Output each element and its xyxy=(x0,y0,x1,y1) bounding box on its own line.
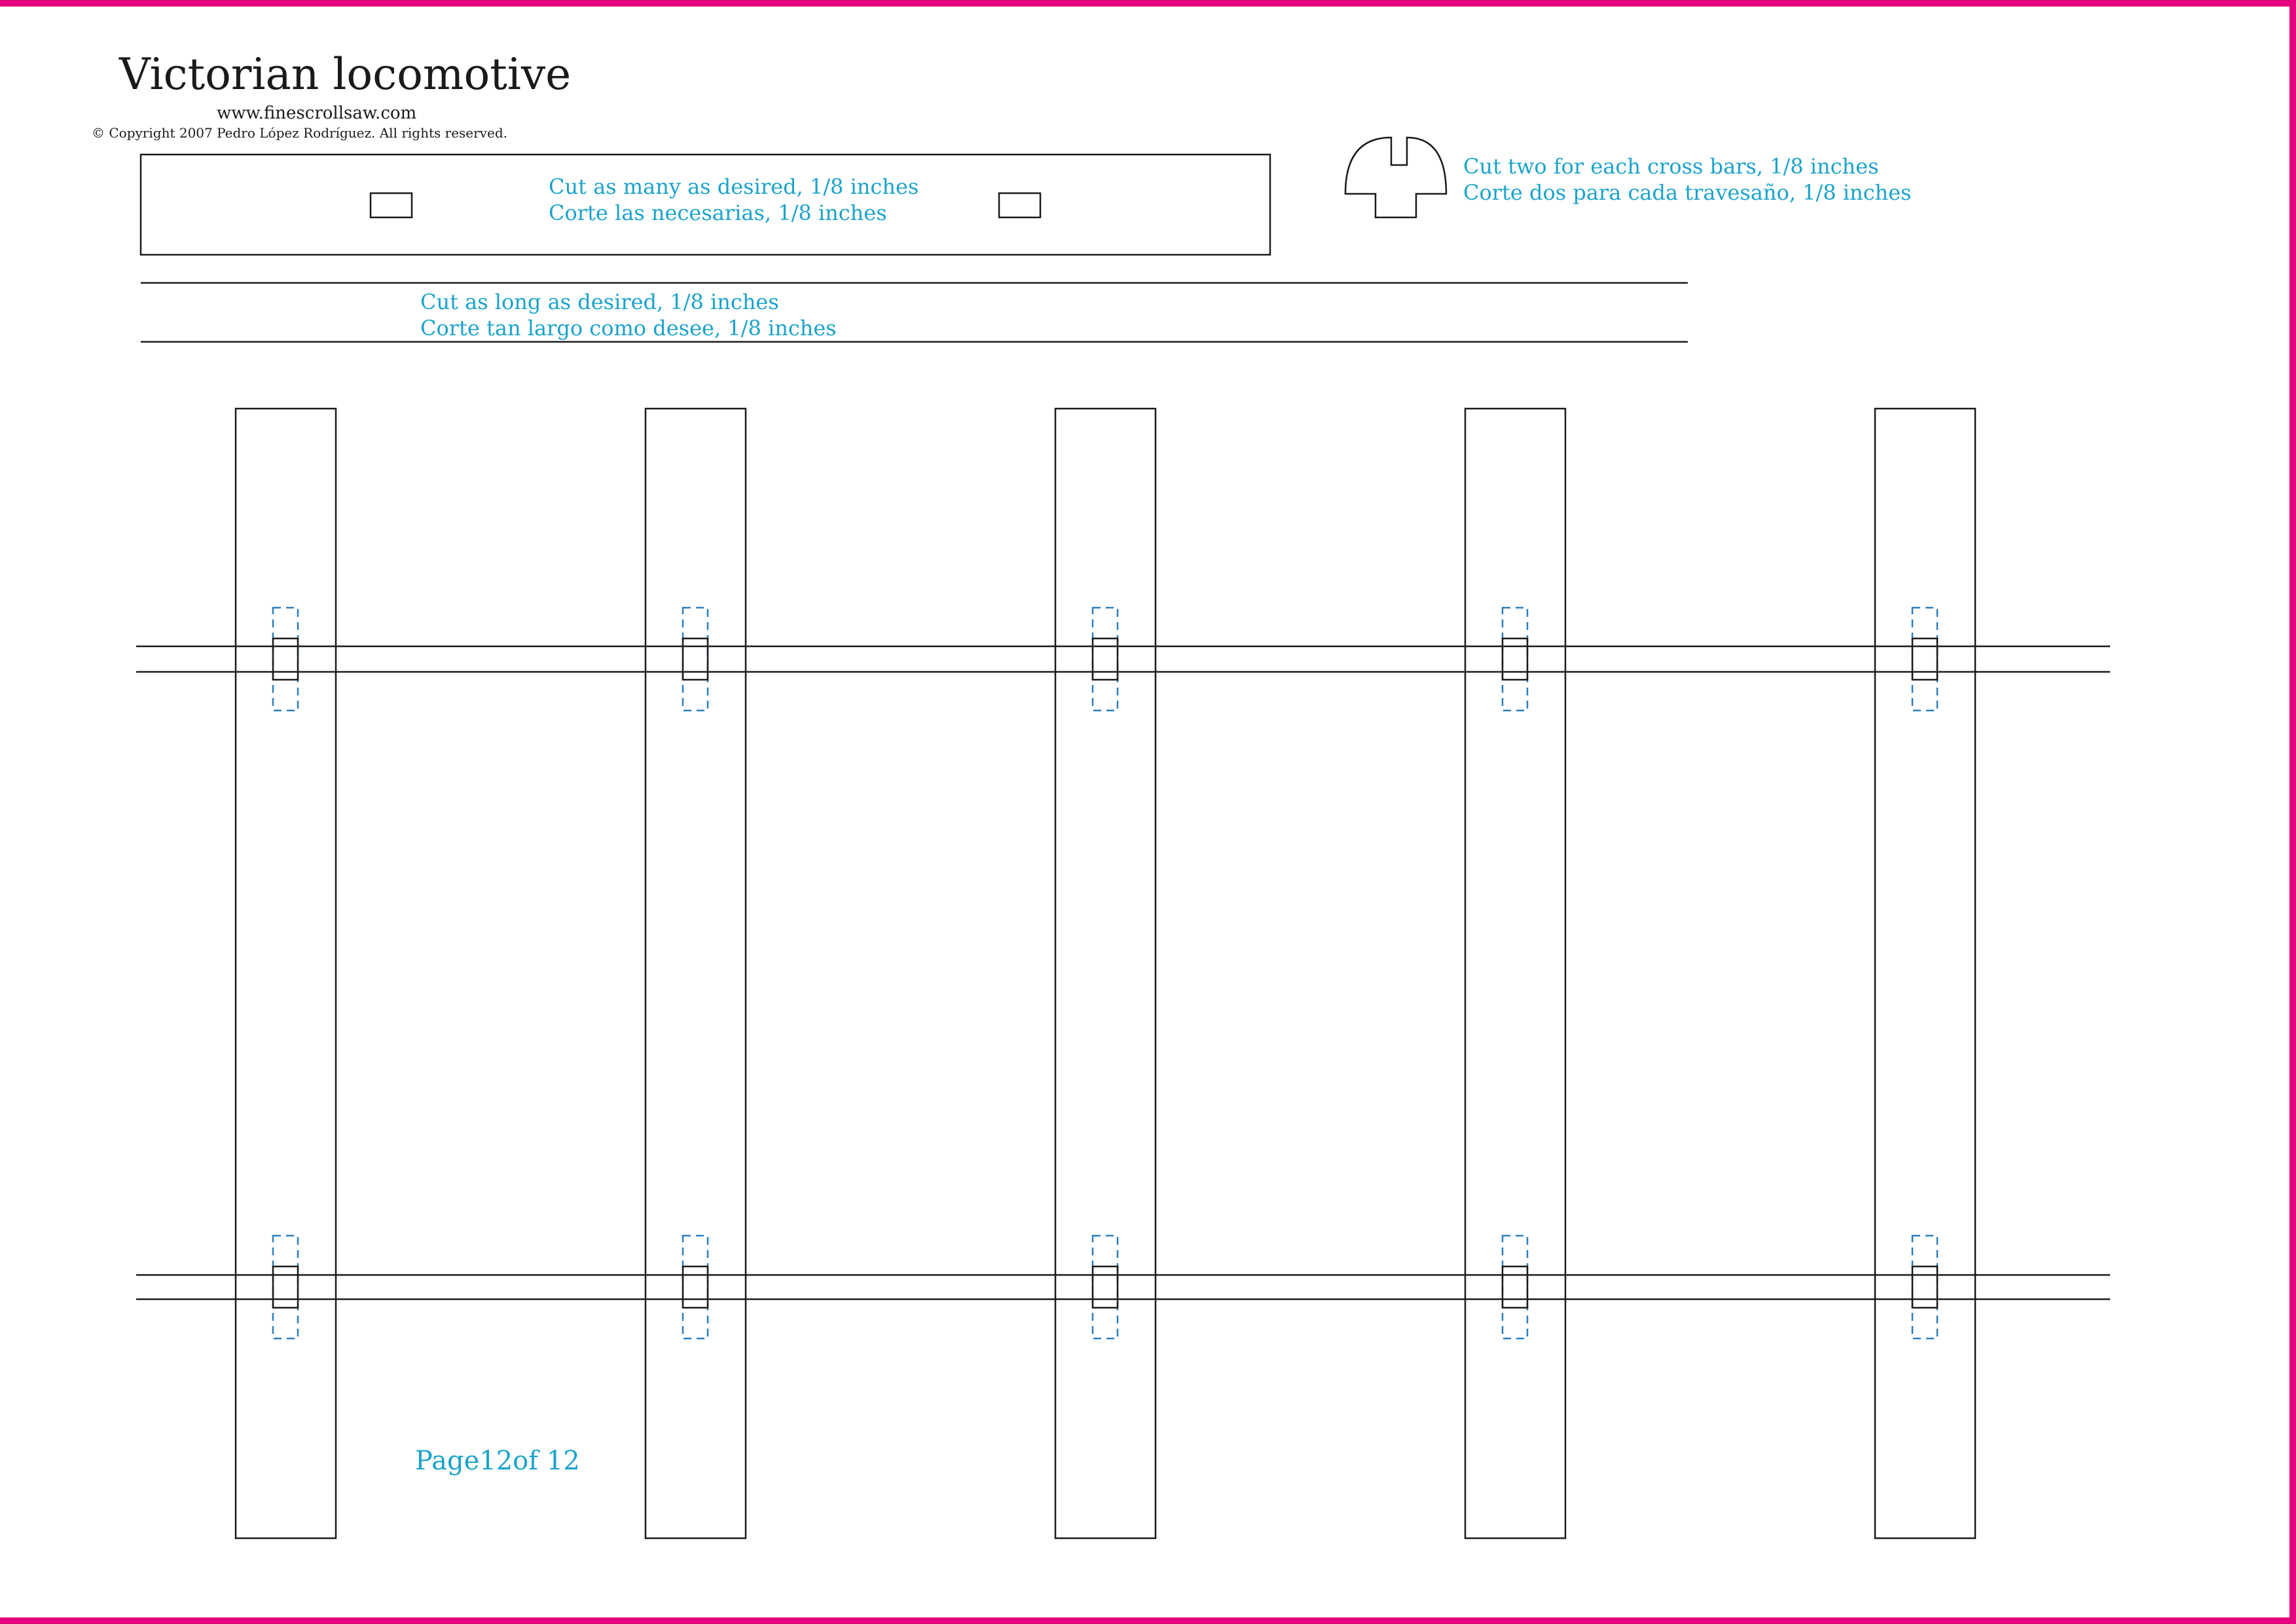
website-url: www.finescrollsaw.com xyxy=(217,103,417,123)
page-number: Page12of 12 xyxy=(415,1446,580,1476)
cross-bar xyxy=(1055,409,1156,1538)
cross-bar xyxy=(1465,409,1565,1538)
rails xyxy=(136,646,2110,1299)
bracket-guide xyxy=(1093,1236,1118,1338)
bracket-guide xyxy=(1912,608,1937,710)
copyright-notice: © Copyright 2007 Pedro López Rodríguez. All rights reserved. xyxy=(92,125,507,141)
rail-slot xyxy=(273,1266,298,1308)
bracket-guide xyxy=(1503,608,1527,710)
rail-slot xyxy=(1503,1266,1527,1308)
bracket-cut-note-en: Cut two for each cross bars, 1/8 inches xyxy=(1463,154,1879,179)
rail-slot xyxy=(1912,638,1937,680)
rail-slot xyxy=(1093,638,1118,680)
rail-cut-note xyxy=(420,289,837,341)
strip-cut-note xyxy=(549,174,919,226)
bracket-guides xyxy=(273,608,1937,1338)
bracket-guide xyxy=(1093,608,1118,710)
cross-bar xyxy=(1875,409,1975,1538)
cross-bars xyxy=(236,409,1975,1538)
rail-strip xyxy=(141,283,1688,342)
cross-bar xyxy=(646,409,746,1538)
bracket-guide xyxy=(1912,1236,1937,1338)
rail-slot xyxy=(273,638,298,680)
bracket-guide xyxy=(683,608,708,710)
rail-slot xyxy=(1503,638,1527,680)
rail-slot xyxy=(1093,1266,1118,1308)
bracket-piece xyxy=(1345,138,1446,217)
bracket-guide xyxy=(683,1236,708,1338)
bracket-cut-note xyxy=(1463,153,1912,206)
rail-slot xyxy=(683,638,708,680)
rail-cut-note-en: Cut as long as desired, 1/8 inches xyxy=(420,289,779,314)
rail-slot xyxy=(683,1266,708,1308)
page-title: Victorian locomotive xyxy=(119,49,572,100)
strip-slot-left xyxy=(371,193,412,217)
rail-slot xyxy=(1912,1266,1937,1308)
cross-bar xyxy=(236,409,336,1538)
strip-slot-right xyxy=(999,193,1040,217)
bracket-cut-note-es: Corte dos para cada travesaño, 1/8 inches xyxy=(1463,180,1912,205)
strip-cut-note-en: Cut as many as desired, 1/8 inches xyxy=(549,174,919,199)
bracket-guide xyxy=(273,1236,298,1338)
rail-cut-note-es: Corte tan largo como desee, 1/8 inches xyxy=(420,316,837,341)
strip-cut-note-es: Corte las necesarias, 1/8 inches xyxy=(549,200,887,225)
bracket-guide xyxy=(1503,1236,1527,1338)
rail-slots xyxy=(273,638,1937,1308)
bracket-guide xyxy=(273,608,298,710)
